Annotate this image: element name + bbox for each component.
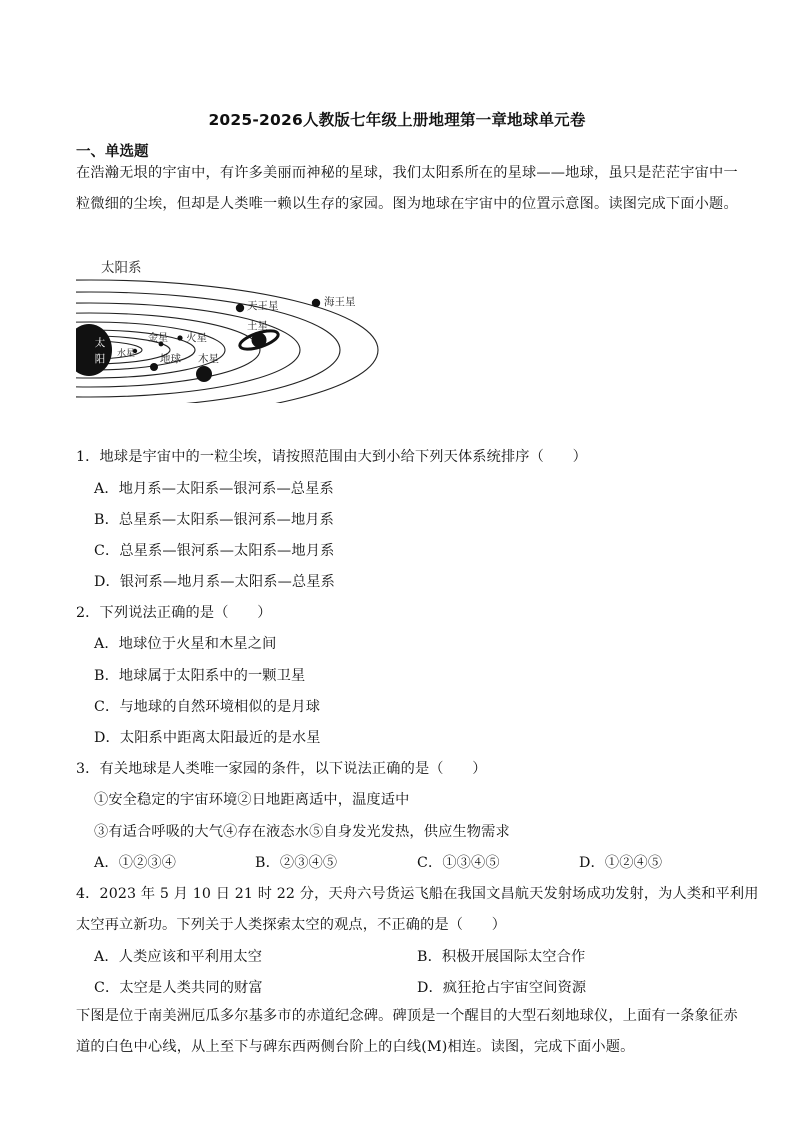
question-2-option-c[interactable]: C．与地球的自然环境相似的是月球 [94,699,321,715]
question-4-option-b[interactable]: B．积极开展国际太空合作 [417,949,586,965]
question-3-option-d[interactable]: D．①②④⑤ [579,855,663,871]
saturn-label: 土星 [247,320,268,332]
jupiter-label: 木星 [198,353,219,365]
outro-paragraph: 下图是位于南美洲厄瓜多尔基多市的赤道纪念碑。碑顶是一个醒目的大型石刻地球仪，上面有一条象征赤道的白色中心线，从上至下与碑东西两侧台阶上的白线(M)相连。读图，完成下面小题。 [76,1008,738,1055]
question-3-statement-1: ①安全稳定的宇宙环境②日地距离适中，温度适中 [94,792,410,808]
uranus-label: 天王星 [247,300,279,312]
question-3-option-a[interactable]: A．①②③④ [94,855,177,871]
section-heading: 一、单选题 [76,144,149,160]
question-1-option-a[interactable]: A．地月系—太阳系—银河系—总星系 [94,481,334,497]
question-3-option-b[interactable]: B．②③④⑤ [255,855,338,871]
saturn [252,333,267,348]
diagram-heading: 太阳系 [101,260,142,276]
question-1-option-b[interactable]: B．总星系—太阳系—银河系—地月系 [94,512,334,528]
question-4-stem-line2: 太空再立新功。下列关于人类探索太空的观点，不正确的是（ ） [76,917,507,933]
intro-paragraph: 在浩瀚无垠的宇宙中，有许多美丽而神秘的星球，我们太阳系所在的星球——地球，虽只是茫茫宇宙中一粒微细的尘埃，但却是人类唯一赖以生存的家园。图为地球在宇宙中的位置示意图。读图完成下面小题。 [76,165,738,212]
question-4-option-a[interactable]: A．人类应该和平利用太空 [94,949,263,965]
uranus [236,304,244,312]
neptune-label: 海王星 [324,296,356,308]
mars-label: 火星 [186,332,207,344]
question-3-option-c[interactable]: C．①③④⑤ [417,855,500,871]
question-1-option-d[interactable]: D．银河系—地月系—太阳系—总星系 [94,574,335,590]
mercury-label: 水星 [117,349,136,359]
question-4-option-d[interactable]: D．疯狂抢占宇宙空间资源 [417,980,587,996]
page-title: 2025-2026人教版七年级上册地理第一章地球单元卷 [208,111,586,129]
earth [150,363,158,371]
question-3-stem: 3．有关地球是人类唯一家园的条件，以下说法正确的是（ ） [76,761,487,777]
question-2-option-a[interactable]: A．地球位于火星和木星之间 [94,636,277,652]
sun [76,324,112,376]
solar-system-diagram [76,255,396,403]
venus-label: 金星 [148,333,168,344]
earth-label: 地球 [160,353,181,365]
mars [177,335,182,340]
question-4-stem-line1: 4．2023 年 5 月 10 日 21 时 22 分，天舟六号货运飞船在我国文昌航天发射场成功发射，为人类和平利用 [76,886,759,902]
svg-text:阳: 阳 [94,353,106,365]
question-1-stem: 1．地球是宇宙中的一粒尘埃，请按照范围由大到小给下列天体系统排序（ ） [76,449,587,465]
jupiter [196,366,212,382]
question-4-option-c[interactable]: C．太空是人类共同的财富 [94,980,263,996]
sun-label-1: 太 [94,337,106,349]
question-2-option-d[interactable]: D．太阳系中距离太阳最近的是水星 [94,730,321,746]
question-2-option-b[interactable]: B．地球属于太阳系中的一颗卫星 [94,668,306,684]
question-3-statement-2: ③有适合呼吸的大气④存在液态水⑤自身发光发热，供应生物需求 [94,824,510,840]
question-1-option-c[interactable]: C．总星系—银河系—太阳系—地月系 [94,543,335,559]
question-2-stem: 2．下列说法正确的是（ ） [76,605,272,621]
neptune [312,299,320,307]
